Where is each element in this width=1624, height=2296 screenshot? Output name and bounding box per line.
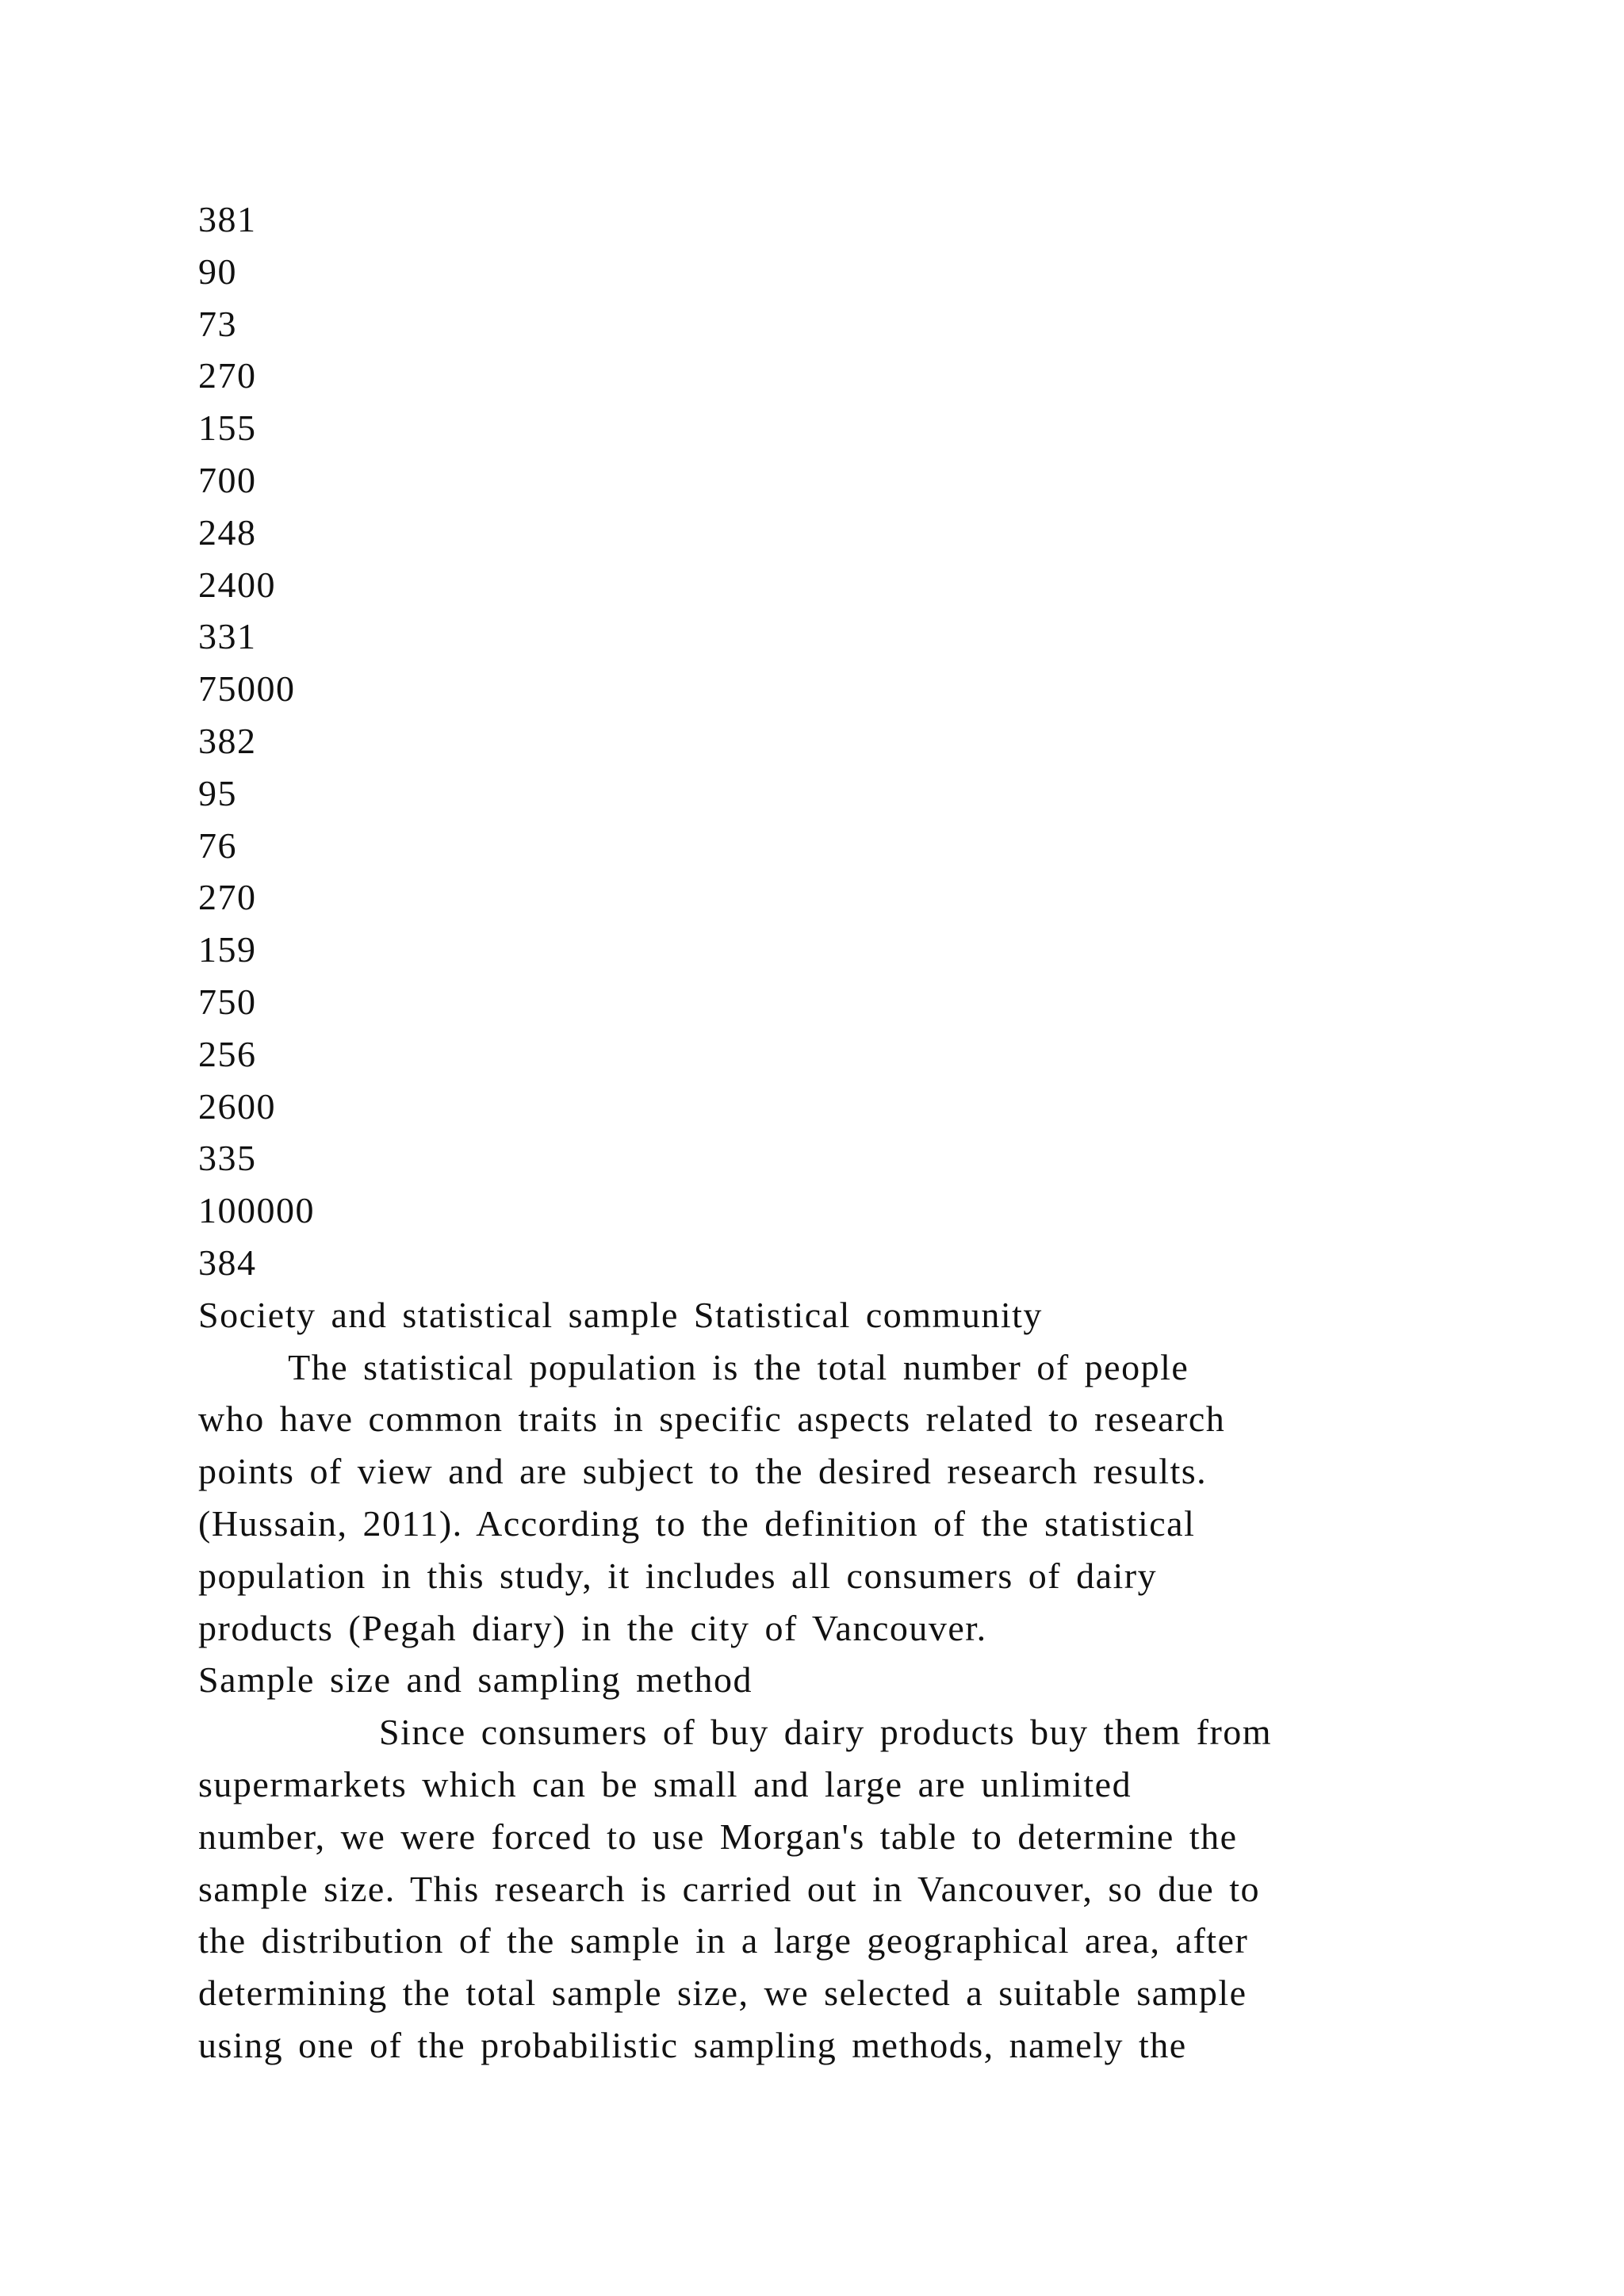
number-item: 270: [198, 877, 257, 918]
number-item: 750: [198, 981, 257, 1022]
number-item: 76: [198, 825, 237, 866]
paragraph-line: using one of the probabilistic sampling methods, namely the: [198, 2024, 1187, 2065]
number-item: 2400: [198, 564, 276, 605]
number-item: 381: [198, 199, 257, 239]
number-item: 384: [198, 1242, 257, 1283]
document-body: [198, 193, 1467, 2072]
paragraph-line: supermarkets which can be small and large are unlimited: [198, 1763, 1132, 1804]
paragraph-line: points of view and are subject to the desired research results.: [198, 1451, 1208, 1492]
number-item: 270: [198, 355, 257, 396]
paragraph-line: who have common traits in specific aspects related to research: [198, 1399, 1226, 1440]
paragraph-line: sample size. This research is carried out in Vancouver, so due to: [198, 1868, 1260, 1909]
paragraph-line: the distribution of the sample in a large geographical area, after: [198, 1920, 1249, 1961]
number-item: 382: [198, 720, 257, 761]
number-item: 155: [198, 408, 257, 449]
paragraph-line: The statistical population is the total number of people: [198, 1346, 1189, 1387]
paragraph-line: determining the total sample size, we selected a suitable sample: [198, 1973, 1247, 2014]
number-item: 256: [198, 1033, 257, 1074]
paragraph-line: number, we were forced to use Morgan's table to determine the: [198, 1816, 1238, 1857]
number-item: 90: [198, 251, 237, 292]
numbers-list: [198, 193, 1467, 1289]
paragraph: [198, 1341, 1467, 1655]
paragraph-line: products (Pegah diary) in the city of Vancouver.: [198, 1607, 987, 1648]
paragraph-line: (Hussain, 2011). According to the definition of the statistical: [198, 1502, 1196, 1544]
number-item: 331: [198, 616, 257, 657]
number-item: 700: [198, 459, 257, 500]
section-heading: Society and statistical sample Statistical community: [198, 1294, 1043, 1335]
number-item: 73: [198, 303, 237, 344]
number-item: 75000: [198, 668, 296, 710]
paragraph: [198, 1706, 1467, 2072]
number-item: 2600: [198, 1085, 276, 1127]
section-heading: Sample size and sampling method: [198, 1659, 753, 1701]
number-item: 248: [198, 511, 257, 553]
number-item: 95: [198, 772, 237, 813]
paragraph-line: Since consumers of buy dairy products buy them from: [198, 1712, 1273, 1753]
paragraph-line: population in this study, it includes all consumers of dairy: [198, 1555, 1158, 1596]
number-item: 335: [198, 1138, 257, 1179]
number-item: 159: [198, 929, 257, 970]
number-item: 100000: [198, 1190, 315, 1231]
